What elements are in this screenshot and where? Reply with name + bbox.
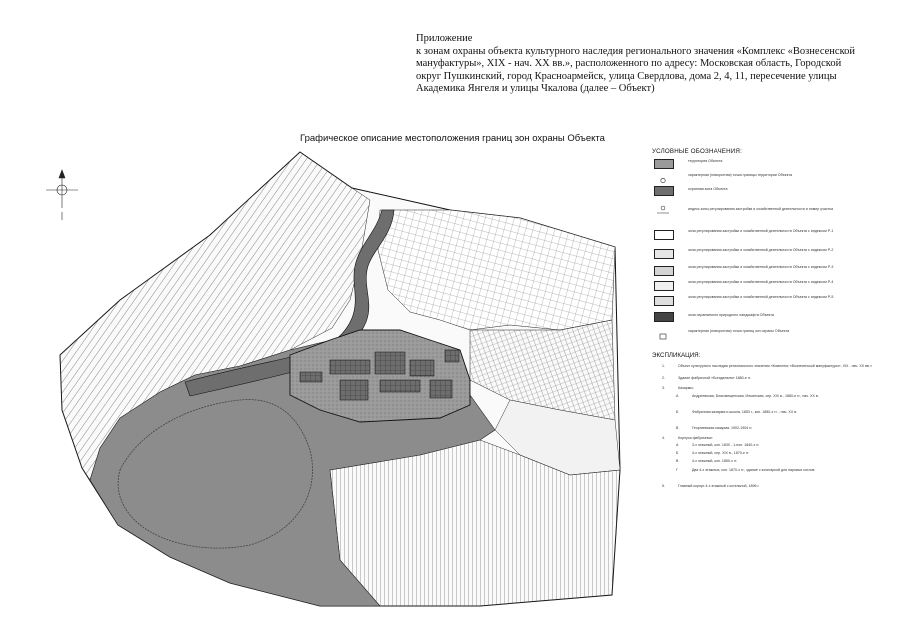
legend-swatch xyxy=(654,249,674,259)
expl-number: Г xyxy=(676,468,678,472)
legend-swatch xyxy=(654,186,674,196)
expl-text: Корпуса фабричные: xyxy=(678,436,714,440)
legend-heading: УСЛОВНЫЕ ОБОЗНАЧЕНИЯ: xyxy=(652,148,743,155)
legend-item: зона регулирования застройки и хозяйственной деятельности Объекта с индексом Р-4 xyxy=(652,279,892,293)
header-line: Академика Янгеля и улицы Чкалова (далее – Объект) xyxy=(416,83,655,95)
expl-text: Два 4-х этажных, кон. 1870-х гг., здание с кочегаркой для паровых котлов xyxy=(692,468,815,472)
expl-text: 4-х этажный, сер. XIX в., 1870-е гг. xyxy=(692,451,750,455)
expl-number: Б xyxy=(676,451,679,455)
legend-swatch xyxy=(654,266,674,276)
point-marker-icon xyxy=(654,172,672,180)
zone-northeast xyxy=(378,210,615,330)
compass-rose-icon xyxy=(46,170,78,220)
header-line: к зонам охраны объекта культурного наследия регионального значения «Комплекс «Вознесенской xyxy=(416,45,856,57)
expl-number: Б xyxy=(676,410,679,414)
explication-heading: ЭКСПЛИКАЦИЯ: xyxy=(652,352,701,359)
expl-text: Фабричная казарма и школа, 1853 г., кон. 1880-х гг. - нач. XX в. xyxy=(692,410,798,414)
expl-text: 3-х этажный, кон. 1830 - 1-пол. 1840-х гг. xyxy=(692,443,760,447)
legend-swatch xyxy=(654,159,674,169)
legend-item: характерная (поворотная) точка границы территории Объекта xyxy=(652,170,892,184)
legend xyxy=(652,148,892,333)
expl-number: 4. xyxy=(662,436,665,440)
legend-item: индекс зоны регулирования застройки и хозяйственной деятельности и номер участка xyxy=(652,205,892,219)
legend-swatch xyxy=(654,281,674,291)
point-marker-icon xyxy=(654,328,672,336)
expl-number: 5. xyxy=(662,484,665,488)
map-title: Графическое описание местоположения границ зон охраны Объекта xyxy=(300,133,605,144)
legend-swatch xyxy=(654,312,674,322)
legend-item: зона охраняемого природного ландшафта Объекта xyxy=(652,310,892,324)
expl-number: 1. xyxy=(662,364,665,368)
header-line: округ Пушкинский, город Красноармейск, улица Свердлова, дома 2, 4, 11, пересечение улицы xyxy=(416,70,837,82)
expl-text: Андреевская, Благовещенская, Ильинская, сер. XIX в., 1880-е гг., нач. XX в. xyxy=(692,394,819,398)
expl-number: А xyxy=(676,394,679,398)
zone-index-icon xyxy=(654,205,672,219)
legend-item: зона регулирования застройки и хозяйственной деятельности Объекта с индексом Р-1 xyxy=(652,228,892,242)
legend-item: характерная (поворотная) точка границ зон охраны Объекта xyxy=(652,326,892,340)
legend-swatch xyxy=(654,230,674,240)
header-line: мануфактуры», XIX - нач. XX вв.», расположенного по адресу: Московская область, Городской xyxy=(416,58,842,70)
expl-number: В xyxy=(676,459,679,463)
expl-text: Главный корпус 4-х этажный с котельной, 1896 г. xyxy=(678,484,760,488)
legend-item: зона регулирования застройки и хозяйственной деятельности Объекта с индексом Р-2 xyxy=(652,247,892,261)
expl-text: 4-х этажный, кон. 1850-х гг. xyxy=(692,459,738,463)
expl-text: Казармы: xyxy=(678,386,694,390)
legend-swatch xyxy=(654,296,674,306)
legend-item: зона регулирования застройки и хозяйственной деятельности Объекта с индексом Р-5 xyxy=(652,294,892,308)
legend-item: территория Объекта xyxy=(652,157,892,171)
expl-number: В xyxy=(676,426,679,430)
expl-text: Здание фабричной «Богадельни» 1880-е гг. xyxy=(678,376,752,380)
legend-item: зона регулирования застройки и хозяйственной деятельности Объекта с индексом Р-3 xyxy=(652,264,892,278)
header-line: Приложение xyxy=(416,33,473,44)
legend-item: охранная зона Объекта xyxy=(652,184,892,198)
expl-number: 3. xyxy=(662,386,665,390)
expl-text: Объект культурного наследия регионального значения «Комплекс «Вознесенской мануфактуры», XIX - нач. XX вв.» xyxy=(678,364,872,368)
explication xyxy=(652,352,892,488)
expl-number: 2. xyxy=(662,376,665,380)
expl-number: А xyxy=(676,443,679,447)
expl-text: Георгиевская казарма, 1902-1904 гг. xyxy=(692,426,753,430)
